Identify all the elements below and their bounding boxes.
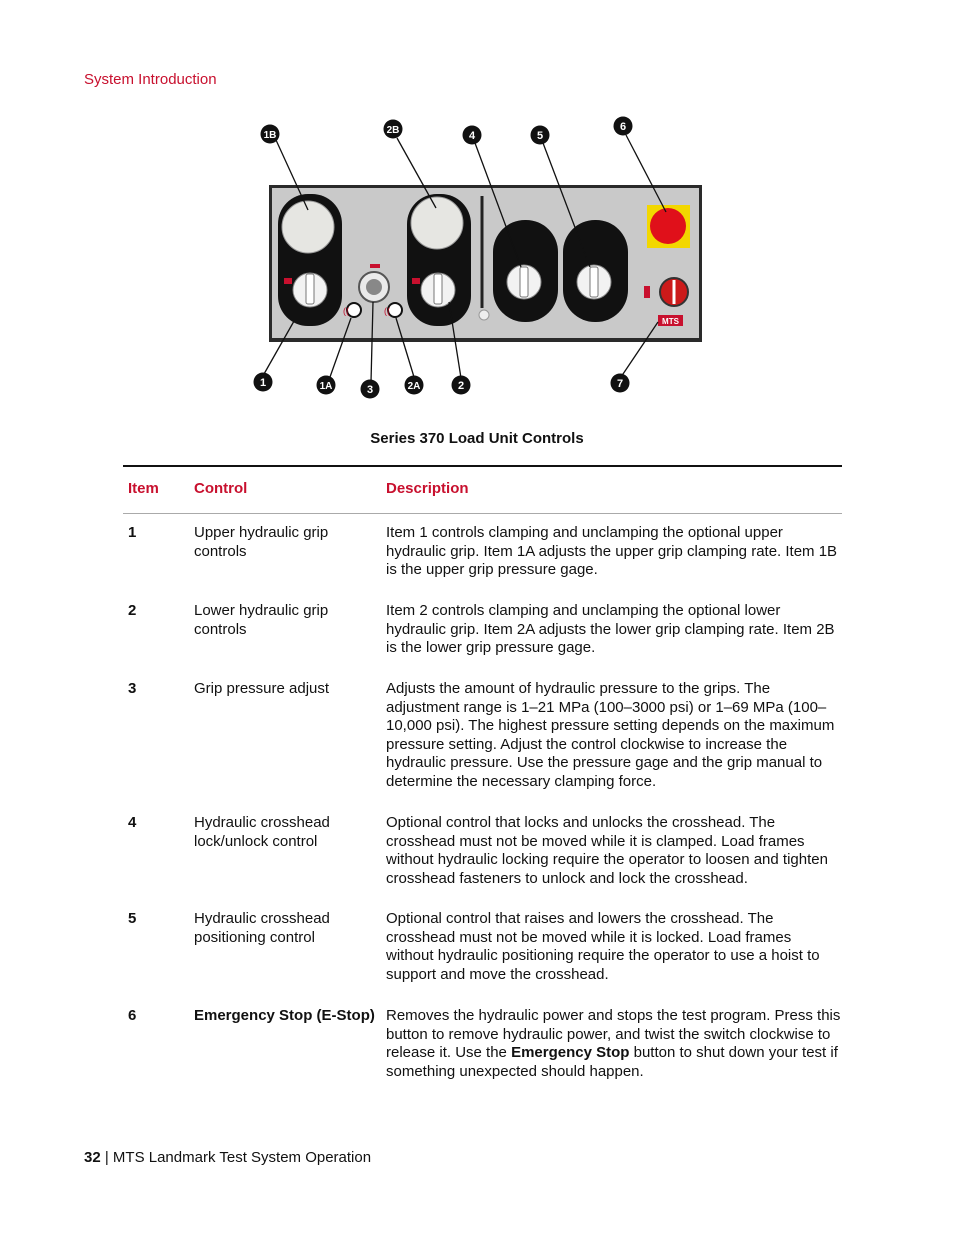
control-description [386, 1007, 842, 1081]
footer-separator: | [100, 1149, 113, 1166]
control-name: Grip pressure adjust [194, 680, 330, 697]
column-header-description: Description [386, 480, 469, 497]
column-header-item: Item [128, 480, 159, 497]
description-text: button to shut down your test if something unexpected should happen. [386, 1044, 838, 1080]
table-top-rule [123, 465, 842, 467]
control-description: Adjusts the amount of hydraulic pressure to the grips. The adjustment range is 1–21 MPa (100–3000 psi) or 1–69 MPa (100–10,000 psi). The highest pressure setting depends on the maximum pressure setting. Adjust the control clockwise to increase the hydraulic pressure. Use the pressure gage and the grip manual to determine the necessary clamping force. [386, 680, 835, 790]
item-number: 2 [128, 602, 137, 619]
page-footer [84, 1149, 371, 1166]
svg-text:6: 6 [619, 121, 627, 133]
svg-text:3: 3 [366, 384, 374, 396]
control-name: Lower hydraulic grip controls [194, 602, 329, 638]
control-name: Hydraulic crosshead positioning control [194, 910, 330, 946]
control-panel-illustration [250, 112, 720, 412]
description-text: Removes the hydraulic power and stops the test program. Press this button to remove hydraulic power, and twist the switch clockwise to release it. Use the [386, 1007, 841, 1062]
callout-1a [317, 376, 336, 395]
item-number: 1 [128, 524, 137, 541]
svg-text:5: 5 [536, 130, 544, 142]
control-description: Item 1 controls clamping and unclamping the optional upper hydraulic grip. Item 1A adjusts the upper grip clamping rate. Item 1B is the upper grip pressure gage. [386, 524, 838, 579]
item-number: 4 [128, 814, 137, 831]
callout-5 [531, 126, 550, 145]
brand-label: MTS [662, 317, 679, 326]
item-number: 5 [128, 910, 137, 927]
control-name: Hydraulic crosshead lock/unlock control [194, 814, 330, 850]
description-emphasis: Emergency Stop [511, 1044, 630, 1062]
callout-1b [261, 125, 280, 144]
control-description: Item 2 controls clamping and unclamping the optional lower hydraulic grip. Item 2A adjusts the lower grip clamping rate. Item 2B is the lower grip pressure gage. [386, 602, 835, 657]
callout-3 [361, 380, 380, 399]
callout-2 [452, 376, 471, 395]
callout-6 [614, 117, 633, 136]
callout-7 [611, 374, 630, 393]
emergency-stop-button [650, 208, 686, 244]
lower-rate-adjust [388, 303, 402, 317]
section-header: System Introduction [84, 71, 217, 88]
figure-caption: Series 370 Load Unit Controls [370, 430, 584, 447]
svg-text:7: 7 [616, 378, 624, 390]
item-number: 3 [128, 680, 137, 697]
svg-text:1B: 1B [263, 130, 277, 141]
column-header-control: Control [194, 480, 248, 497]
svg-text:1: 1 [259, 377, 267, 389]
svg-text:4: 4 [468, 130, 476, 142]
svg-text:2: 2 [457, 380, 465, 392]
control-name: Upper hydraulic grip controls [194, 524, 329, 560]
page-number: 32 [84, 1149, 101, 1166]
item-number: 6 [128, 1007, 137, 1024]
upper-rate-adjust [347, 303, 361, 317]
svg-text:((: (( [343, 306, 349, 316]
table-header-rule [123, 513, 842, 514]
svg-text:2A: 2A [407, 381, 421, 392]
svg-text:2B: 2B [386, 125, 400, 136]
control-description: Optional control that raises and lowers the crosshead. The crosshead must not be moved while it is locked. Load frames without hydraulic positioning require the operator to use a hoist to support and move the crosshead. [386, 910, 820, 983]
svg-text:1A: 1A [319, 381, 333, 392]
callout-2a [405, 376, 424, 395]
control-description: Optional control that locks and unlocks the crosshead. The crosshead must not be moved while it is clamped. Load frames without hydraulic locking require the operator to loosen and tighten crosshead fasteners to unlock and lock the crosshead. [386, 814, 828, 887]
control-name: Emergency Stop (E-Stop) [194, 1007, 375, 1024]
document-title: MTS Landmark Test System Operation [112, 1149, 372, 1166]
callout-1 [254, 373, 273, 392]
svg-text:((: (( [384, 306, 390, 316]
callout-2b [384, 120, 403, 139]
load-unit-controls-figure [250, 112, 720, 412]
callout-4 [463, 126, 482, 145]
lower-grip-gauge [411, 197, 463, 249]
